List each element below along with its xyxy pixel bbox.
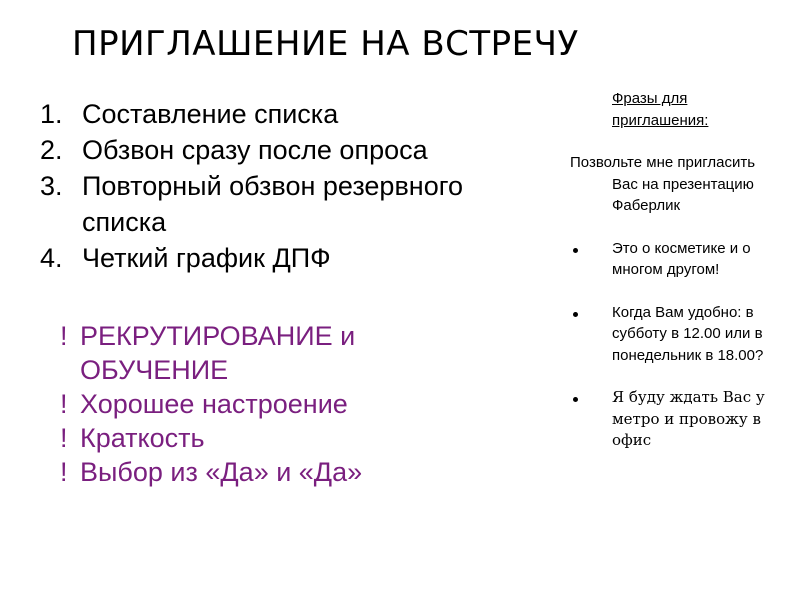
step-number: 4.	[40, 243, 63, 273]
step-number: 1.	[40, 99, 63, 129]
step-number: 2.	[40, 135, 63, 165]
exclamation-mark: !	[60, 389, 68, 419]
bullet-icon	[573, 248, 578, 253]
list-item	[60, 319, 460, 387]
list-item	[60, 421, 460, 455]
list-item	[40, 132, 540, 168]
slide-title: ПРИГЛАШЕНИЕ НА ВСТРЕЧУ	[72, 24, 579, 64]
step-number: 3.	[40, 171, 63, 201]
phrase-text: Я буду ждать Вас у метро и провожу в офис	[612, 388, 765, 449]
exclamation-mark: !	[60, 321, 68, 351]
phrases-heading: Фразы для приглашения:	[612, 90, 709, 129]
key-notes-list	[60, 319, 460, 489]
list-item	[570, 238, 780, 281]
step-text: Четкий график ДПФ	[82, 243, 331, 273]
note-text: Хорошее настроение	[80, 389, 348, 419]
phrase-text: Это о косметике и о многом другом!	[612, 239, 751, 278]
bullet-icon	[573, 397, 578, 402]
list-item	[40, 240, 540, 276]
list-item	[60, 455, 460, 489]
phrase-intro: Позвольте мне пригласить Вас на презентацию Фаберлик	[570, 154, 756, 214]
exclamation-mark: !	[60, 423, 68, 453]
list-item	[40, 96, 540, 132]
list-item	[570, 302, 780, 367]
steps-list	[40, 96, 540, 276]
phrase-text: Когда Вам удобно: в субботу в 12.00 или в понедельник в 18.00?	[612, 303, 764, 364]
phrase-list	[570, 238, 780, 452]
step-text: Обзвон сразу после опроса	[82, 135, 428, 165]
list-item	[570, 387, 780, 452]
step-text: Составление списка	[82, 99, 339, 129]
note-text: Краткость	[80, 423, 205, 453]
exclamation-mark: !	[60, 457, 68, 487]
note-text: РЕКРУТИРОВАНИЕ и ОБУЧЕНИЕ	[80, 321, 356, 385]
list-item	[40, 168, 540, 240]
bullet-icon	[573, 312, 578, 317]
note-text: Выбор из «Да» и «Да»	[80, 457, 363, 487]
list-item	[60, 387, 460, 421]
invitation-phrases-panel	[570, 88, 780, 452]
step-text: Повторный обзвон резервного списка	[82, 171, 463, 237]
